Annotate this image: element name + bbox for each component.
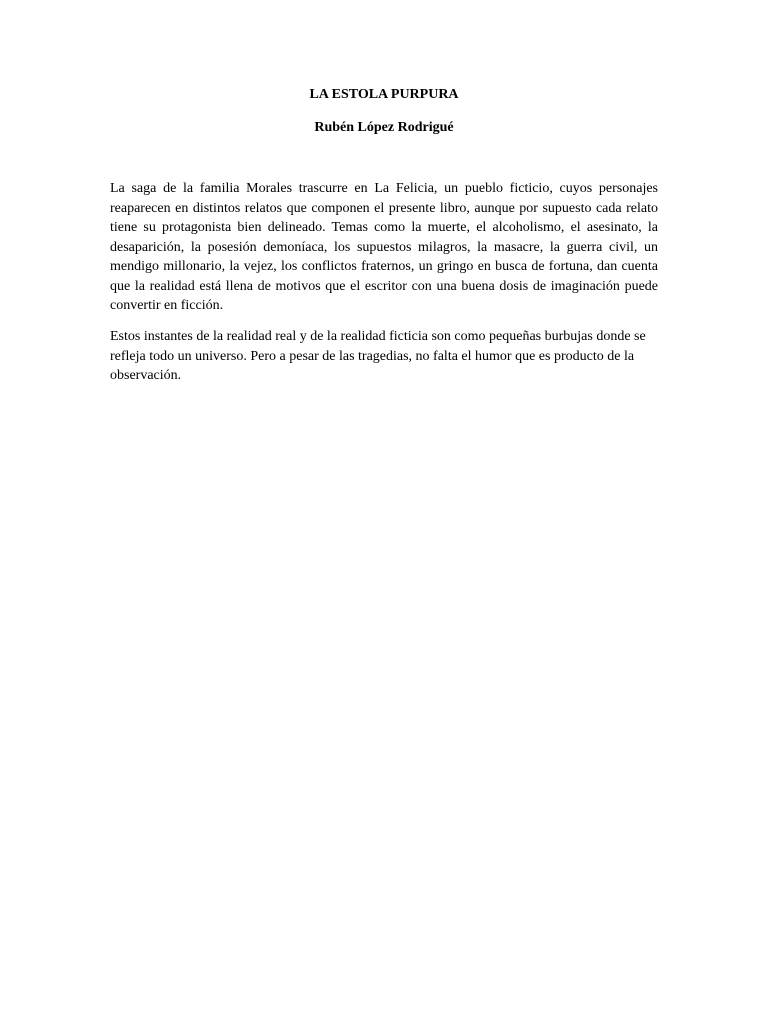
- document-author: Rubén López Rodrigué: [314, 120, 454, 135]
- body-paragraph-1: La saga de la familia Morales trascurre en La Felicia, un pueblo ficticio, cuyos personajes reaparecen en distintos relatos que componen el presente libro, aunque por supuesto cada relato tiene su protagonista bien delineado. Temas como la muerte, el alcoholismo, el asesinato, la desaparición, la posesión demoníaca, los supuestos milagros, la masacre, la guerra civil, un mendigo millonario, la vejez, los conflictos fraternos, un gringo en busca de fortuna, dan cuenta que la realidad está llena de motivos que el escritor con una buena dosis de imaginación puede convertir en ficción.: [110, 181, 658, 313]
- document-title: LA ESTOLA PURPURA: [309, 87, 459, 102]
- body-paragraph-2: Estos instantes de la realidad real y de la realidad ficticia son como pequeñas burbujas donde se refleja todo un universo. Pero a pesar de las tragedias, no falta el humor que es producto de la observación.: [110, 329, 646, 383]
